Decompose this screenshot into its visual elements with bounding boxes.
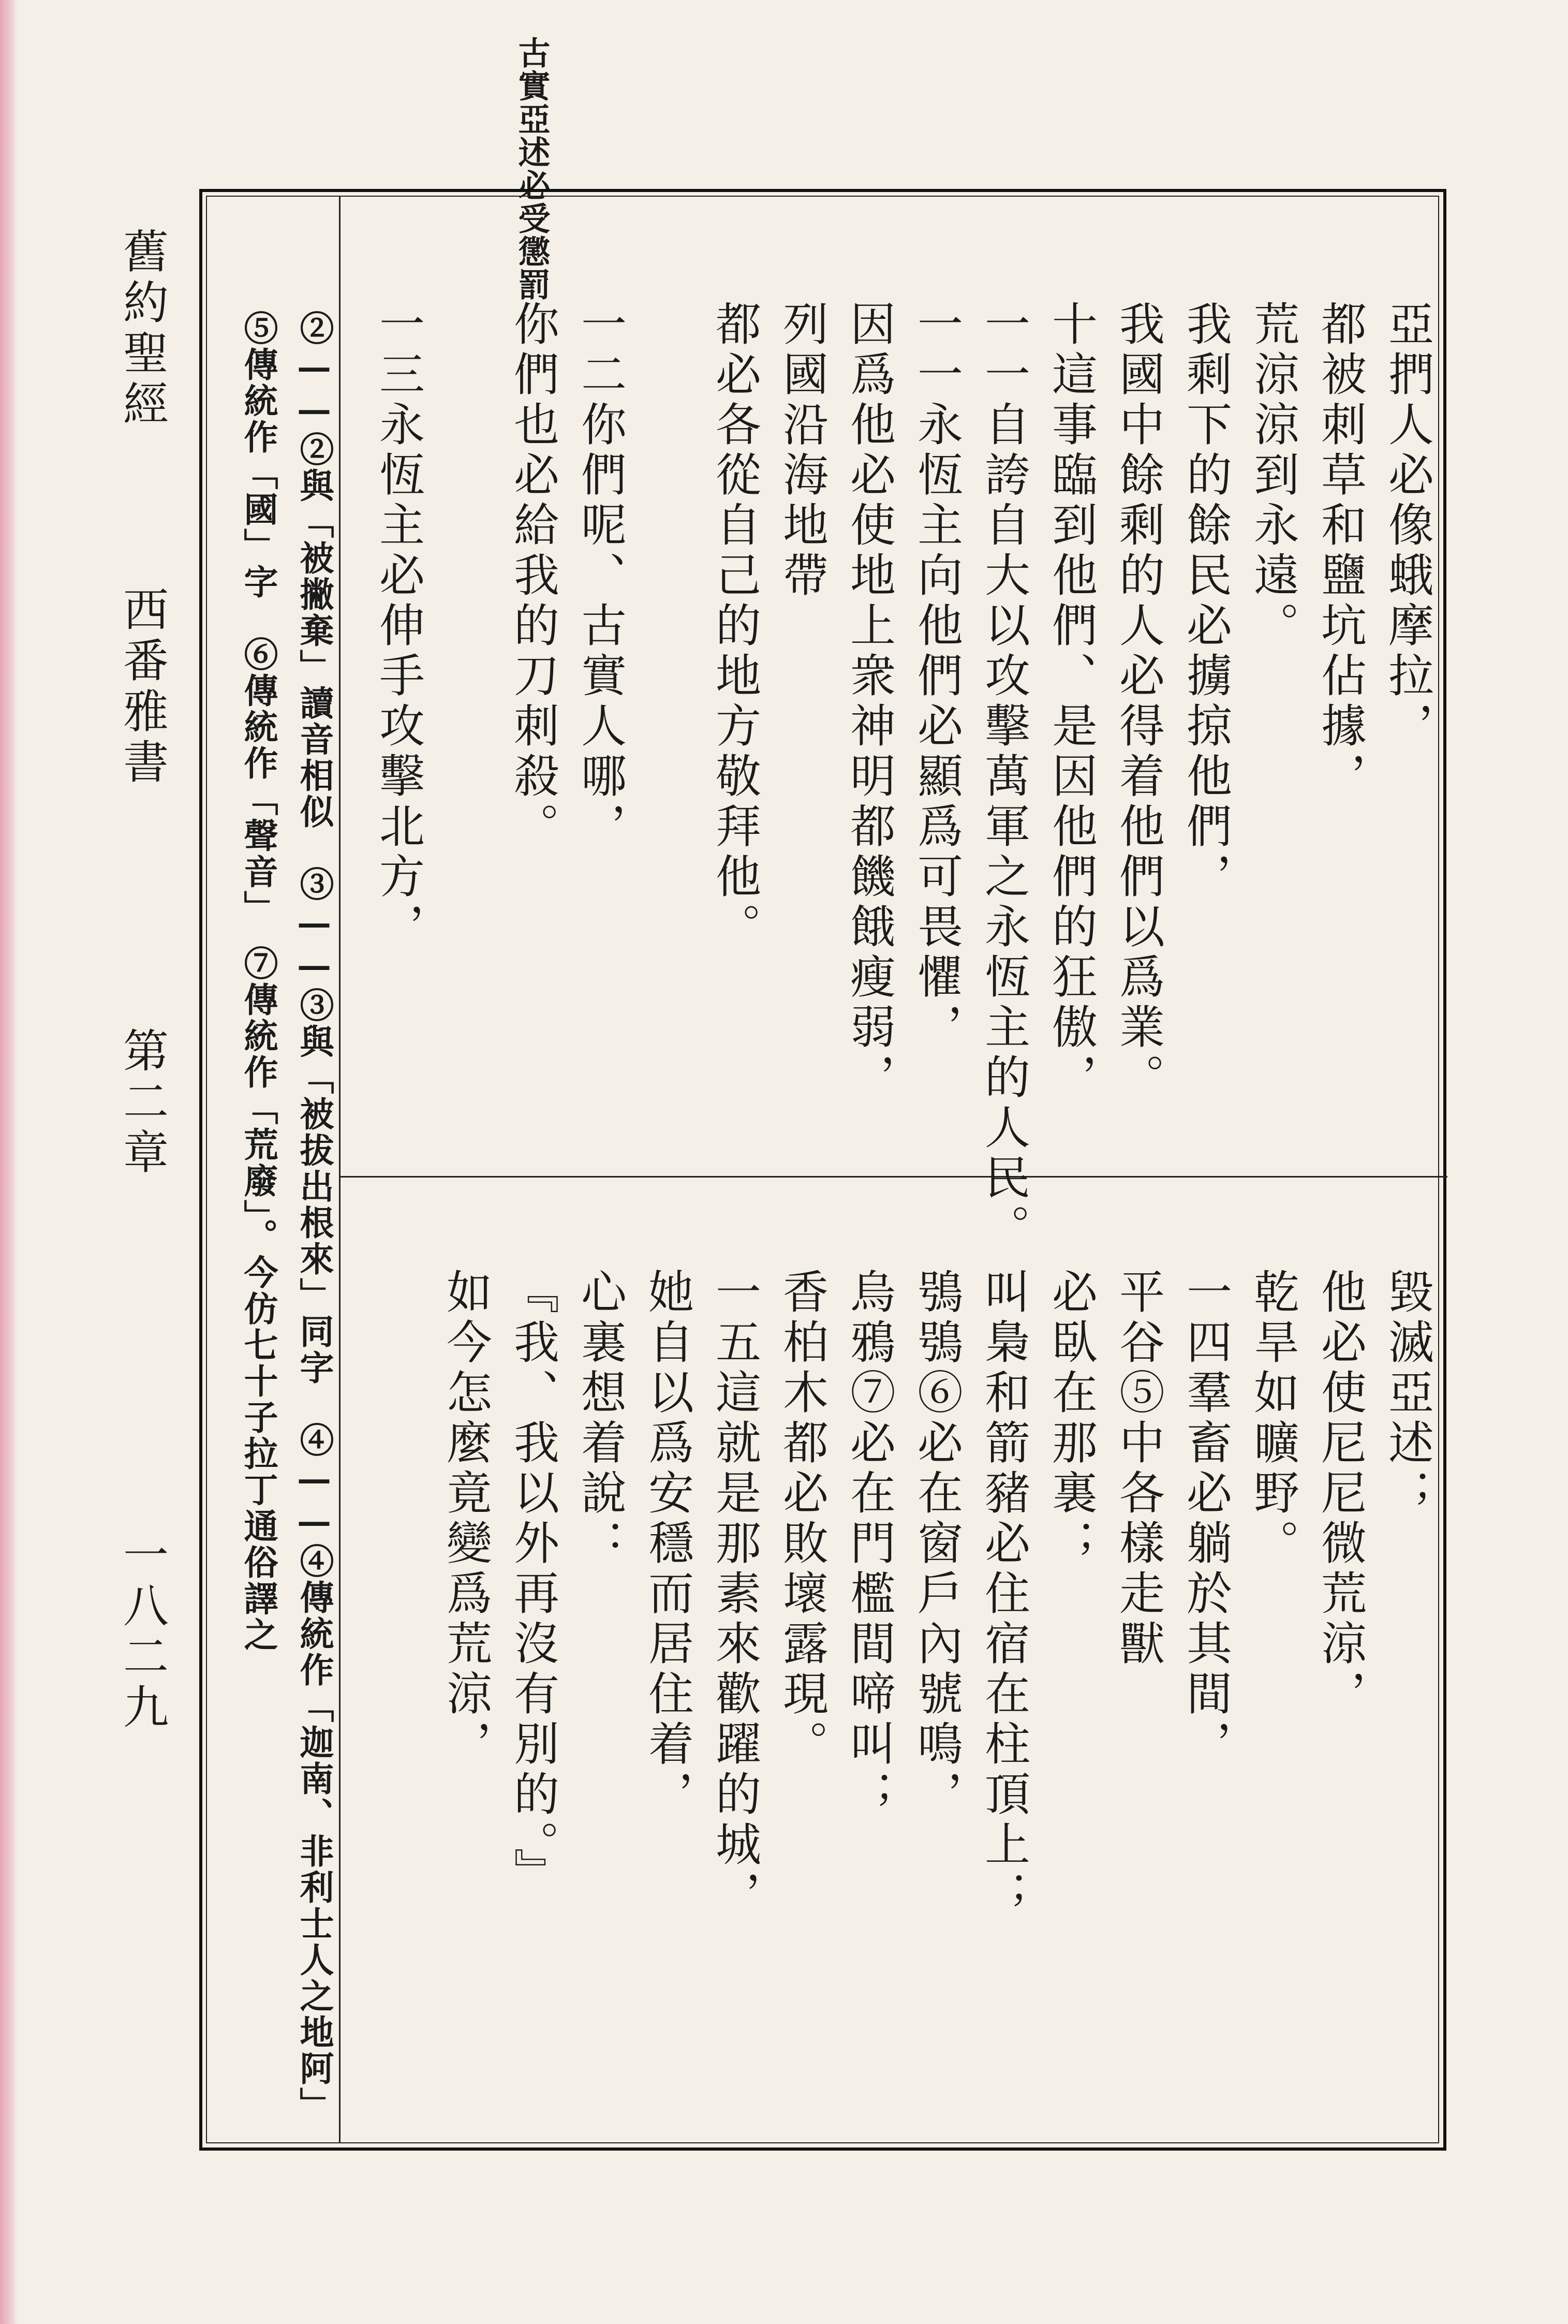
verse-line: 乾旱如曠野。 xyxy=(1247,1268,1300,1569)
section-divider xyxy=(339,1176,1447,1178)
verse-line: 我國中餘剩的人必得着他們以爲業。 xyxy=(1112,300,1165,1104)
footnotes xyxy=(230,311,342,2148)
verse-line: 都必各從自己的地方敬拜他。 xyxy=(708,300,762,953)
verse-line: 心裏想着說： xyxy=(574,1268,627,1569)
verse-line: 一一永恆主向他們必顯爲可畏懼， xyxy=(910,300,964,1053)
running-head xyxy=(116,228,168,2143)
verse-line: 一四羣畜必躺於其間， xyxy=(1179,1268,1233,1770)
verse-line: 平谷⑤中各樣走獸 xyxy=(1112,1268,1165,1670)
margin-heading: 古實亞述必受懲罰 xyxy=(513,36,551,301)
verse-line: 你們也必給我的刀刺殺。 xyxy=(507,300,560,852)
verse-line: 都被刺草和鹽坑佔據， xyxy=(1314,300,1367,802)
verse-line: 一一自誇自大以攻擊萬軍之永恆主的人民。 xyxy=(978,300,1031,1254)
upper-text-block xyxy=(365,300,1441,1254)
book-name: 西番雅書 xyxy=(116,586,169,789)
verse-line: 毀滅亞述； xyxy=(1381,1268,1434,1519)
verse-line: 一五這就是那素來歡躍的城， xyxy=(708,1268,762,1921)
footnote-line: ⑤傳統作「國」字 ⑥傳統作「聲音」 ⑦傳統作「荒廢」。今仿七十子拉丁通俗譯之 xyxy=(238,311,278,1653)
blank-line xyxy=(432,300,499,1149)
verse-line: 他必使尼尼微荒涼， xyxy=(1314,1268,1367,1720)
blank-line xyxy=(634,300,701,1149)
chapter-label: 第二章 xyxy=(116,1027,169,1179)
verse-line: 一三永恆主必伸手攻擊北方， xyxy=(372,300,425,953)
footnote-line: ②——②與「被撇棄」讀音相似 ③——③與「被拔出根來」同字 ④——④傳統作「迦南、非利士人之地阿」 xyxy=(294,311,334,2123)
book-title: 舊約聖經 xyxy=(116,228,169,431)
verse-line: 如今怎麼竟變爲荒涼， xyxy=(439,1268,493,1770)
verse-line: 鴞鴞⑥必在窗戶內號鳴， xyxy=(910,1268,964,1820)
verse-line: 『我、我以外再沒有別的。』 xyxy=(507,1268,560,1898)
verse-line: 亞捫人必像蛾摩拉， xyxy=(1381,300,1434,752)
lower-text-block xyxy=(432,1268,1441,2107)
verse-line: 她自以爲安穩而居住着， xyxy=(641,1268,694,1820)
verse-line: 列國沿海地帶 xyxy=(776,300,829,601)
verse-line: 叫梟和箭豬必住宿在柱頂上； xyxy=(978,1268,1031,1921)
verse-line: 一二你們呢、古實人哪， xyxy=(574,300,627,852)
verse-line: 因爲他必使地上衆神明都饑餓瘦弱， xyxy=(843,300,896,1104)
verse-line: 香柏木都必敗壞露現。 xyxy=(776,1268,829,1770)
verse-line: 我剩下的餘民必擄掠他們， xyxy=(1179,300,1233,903)
verse-line: 十這事臨到他們、是因他們的狂傲， xyxy=(1045,300,1098,1104)
verse-line: 烏鴉⑦必在門檻間啼叫； xyxy=(843,1268,896,1820)
verse-line: 荒涼涼到永遠。 xyxy=(1247,300,1300,652)
verse-line: 必臥在那裏； xyxy=(1045,1268,1098,1569)
page-number: 一八二九 xyxy=(116,1531,169,1734)
page-binding-edge xyxy=(0,0,18,2324)
